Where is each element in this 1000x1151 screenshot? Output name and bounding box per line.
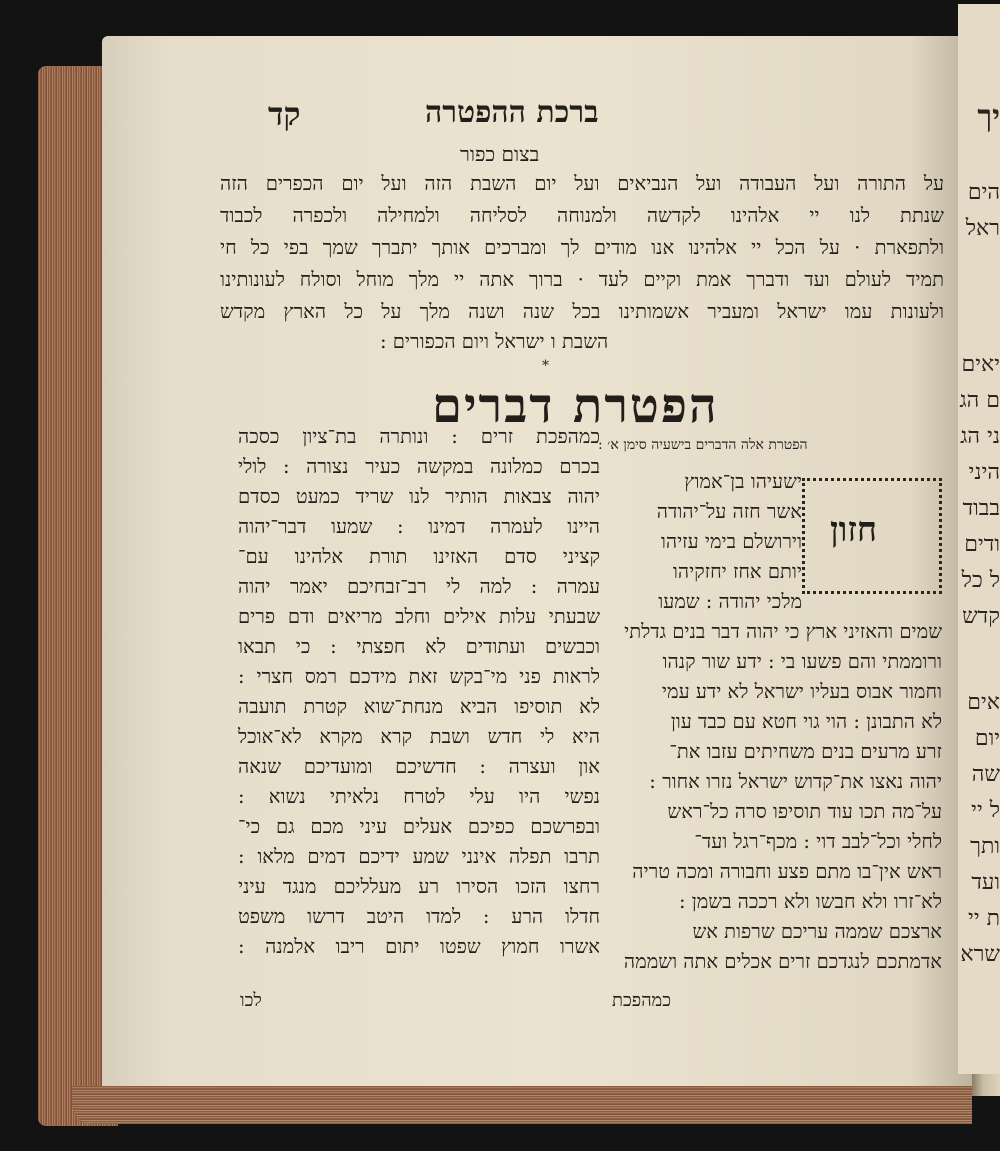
text-line: זרע מרעים בנים משחיתים עזבו את־ xyxy=(669,740,942,763)
next-page-line: ותך xyxy=(970,834,1000,859)
next-page-line: יאים xyxy=(961,352,1000,377)
text-line: היא לי חדש ושבת קרא מקרא לא־אוכל xyxy=(238,725,600,748)
text-line: אשרו חמוץ שפטו יתום ריבו אלמנה : xyxy=(238,935,600,958)
text-line: שמים והאזיני ארץ כי יהוה דבר בנים גדלתי xyxy=(624,620,942,643)
catchword-left: לכו xyxy=(240,990,262,1011)
text-line: יהוה צבאות הותיר לנו שריד כמעט כסדם xyxy=(238,485,600,508)
asterisk-mark: * xyxy=(542,358,549,374)
haftarah-reference: הפטרת אלה הדברים בישעיה סימן א׳ : xyxy=(598,437,808,453)
text-line: לא־זרו ולא חבשו ולא רככה בשמן : xyxy=(678,890,942,913)
next-page-line: הים xyxy=(967,180,1000,205)
text-line: היינו לעמרה דמינו : שמעו דבר־יהוה xyxy=(238,515,600,538)
text-line: יותם אחז יחזקיהו xyxy=(672,560,802,583)
text-line: על־מה תכו עוד תוסיפו סרה כל־ראש xyxy=(667,800,942,823)
catchword-right: כמהפכת xyxy=(612,990,672,1011)
text-line: אשר חזה על־יהודה xyxy=(656,500,802,523)
page-bottom-edge xyxy=(72,1086,972,1124)
next-page-line: ת יי xyxy=(968,906,1000,931)
text-line: מלכי יהודה : שמעו xyxy=(658,590,802,613)
next-page-line: ודים xyxy=(964,532,1000,557)
text-line: שבעתי עלות אילים וחלב מריאים ודם פרים xyxy=(238,605,600,628)
text-line: נפשי היו עלי לטרח נלאיתי נשוא : xyxy=(238,785,600,808)
text-line: ובפרשכם כפיכם אעלים עיני מכם גם כי־ xyxy=(238,815,600,838)
text-line: תרבו תפלה אינני שמע ידיכם דמים מלאו : xyxy=(238,845,600,868)
haftarah-heading: הפטרת דברים xyxy=(432,378,719,434)
text-line: וחמור אבוס בעליו ישראל לא ידע עמי xyxy=(661,680,942,703)
text-line: לראות פני מי־בקש זאת מידכם רמס חצרי : xyxy=(238,665,600,688)
running-title: ברכת ההפטרה xyxy=(425,95,599,130)
text-line: קציני סדם האזינו תורת אלהינו עם־ xyxy=(238,545,600,568)
text-line: וירושלם בימי עזיהו xyxy=(660,530,802,553)
next-page-line: קדש xyxy=(962,604,1000,629)
next-page-line: היני xyxy=(968,460,1000,485)
text-line: עמרה : למה לי רב־זבחיכם יאמר יהוה xyxy=(238,575,600,598)
next-page-line: ל כל xyxy=(961,568,1000,593)
next-page-line: ם הג xyxy=(959,388,1000,413)
next-page-line: שה xyxy=(971,762,1000,787)
text-line: אדמתכם לנגדכם זרים אכלים אתה ושממה xyxy=(623,950,942,973)
ornamental-initial-word: חזון xyxy=(830,510,877,550)
text-line: ארצכם שממה עריכם שרפות אש xyxy=(692,920,942,943)
text-line: לא תוסיפו הביא מנחת־שוא קטרת תועבה xyxy=(238,695,600,718)
text-line: ראש אין־בו מתם פצע וחבורה ומכה טריה xyxy=(632,860,942,883)
text-line: און ועצרה : חדשיכם ומועדיכם שנאה xyxy=(238,755,600,778)
blessing-line: תמיד לעולם ועד ודברך אמת וקיים לעד · ברוך אתה יי מלך מוחל וסולח לעונותינו xyxy=(220,268,944,291)
text-line: רחצו הזכו הסירו רע מעלליכם מנגד עיני xyxy=(238,875,600,898)
text-line: וכבשים ועתודים לא חפצתי : כי תבאו xyxy=(238,635,600,658)
text-line: ורוממתי והם פשעו בי : ידע שור קנהו xyxy=(662,650,942,673)
next-page-line: אים xyxy=(967,690,1000,715)
next-page-line: ראל xyxy=(965,216,1000,241)
blessing-line: על התורה ועל העבודה ועל הנביאים ועל יום השבת הזה ועל יום הכפרים הזה xyxy=(220,172,944,195)
text-line: חדלו הרע : למדו היטב דרשו משפט xyxy=(238,905,600,928)
text-line: בכרם כמלונה במקשה כעיר נצורה : לולי xyxy=(238,455,600,478)
text-line: יהוה נאצו את־קדוש ישראל נזרו אחור : xyxy=(649,770,942,793)
text-line: לא התבונן : הוי גוי חטא עם כבד עון xyxy=(670,710,942,733)
blessing-line: השבת ו ישראל ויום הכפורים : xyxy=(380,330,609,353)
text-line: ישעיהו בן־אמוץ xyxy=(684,470,802,493)
text-line: כמהפכת זרים : ונותרה בת־ציון כסכה xyxy=(238,425,600,448)
next-page-line: בבוד xyxy=(962,496,1000,521)
next-page-line: ועד xyxy=(971,870,1000,895)
next-page-line: שרא xyxy=(960,942,1000,967)
blessing-line: ולתפארת · על הכל יי אלהינו אנו מודים לך ומברכים אותך יתברך שמך בפי כל חי xyxy=(220,236,944,259)
next-page-line: ל יי xyxy=(971,798,1000,823)
next-page-line: יום xyxy=(974,726,1000,751)
next-page-fragment xyxy=(958,4,1000,1074)
next-page-line: יך xyxy=(977,99,1000,134)
next-page-line: ני הג xyxy=(960,424,1000,449)
section-subtitle: בצום כפור xyxy=(460,142,540,166)
text-line: לחלי וכל־לבב דוי : מכף־רגל ועד־ xyxy=(694,830,942,853)
blessing-line: ולעונות עמו ישראל ומעביר אשמותינו בכל שנה ושנה מלך על כל הארץ מקדש xyxy=(220,300,944,323)
blessing-line: שנתת לנו יי אלהינו לקדשה ולמנוחה לסליחה ולמחילה ולכפרה לכבוד xyxy=(220,204,944,227)
folio-number: קד xyxy=(268,95,301,133)
